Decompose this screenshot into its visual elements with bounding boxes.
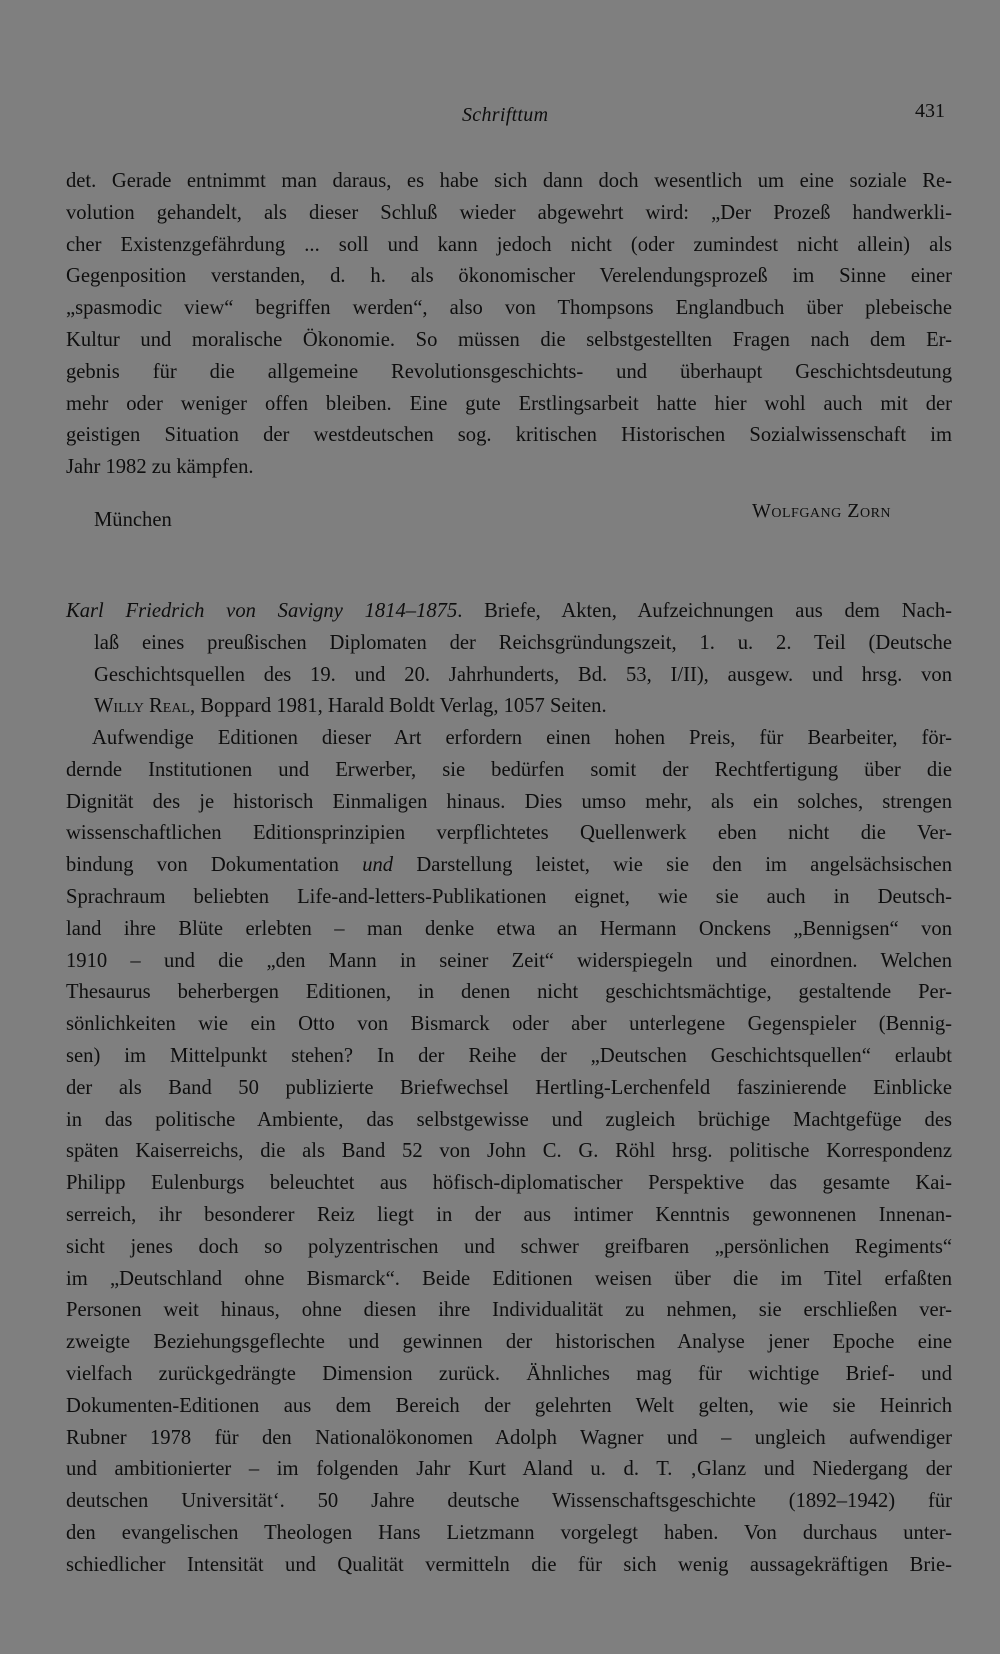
text-line: deutschen Universität‘. 50 Jahre deutsche Wissenschaftsgeschichte (1892–1942) für bbox=[66, 1490, 952, 1513]
text-line: den evangelischen Theologen Hans Lietzmann vorgelegt haben. Von durchaus unter- bbox=[66, 1521, 952, 1544]
text-line: volution gehandelt, als dieser Schluß wieder abgewehrt wird: „Der Prozeß handwerkli- bbox=[66, 201, 952, 224]
text-line-with-emphasis bbox=[66, 850, 952, 882]
text-line: mehr oder weniger offen bleiben. Eine gute Erstlingsarbeit hatte hier wohl auch mit der bbox=[66, 392, 952, 415]
text-line: Personen weit hinaus, ohne diesen ihre Individualität zu nehmen, sie erschließen ver- bbox=[66, 1299, 952, 1322]
text-line: Dignität des je historisch Einmaligen hinaus. Dies umso mehr, als ein solches, strengen bbox=[66, 790, 952, 813]
text-line: Geschichtsquellen des 19. und 20. Jahrhunderts, Bd. 53, I/II), ausgew. und hrsg. von bbox=[94, 663, 952, 686]
text-line: „spasmodic view“ begriffen werden“, also von Thompsons Englandbuch über plebeische bbox=[66, 297, 952, 320]
text-line: der als Band 50 publizierte Briefwechsel Hertling-Lerchenfeld faszinierende Einblicke bbox=[66, 1076, 952, 1099]
reviewer-place: München bbox=[94, 509, 172, 531]
text-line: Kultur und moralische Ökonomie. So müssen die selbstgestellten Fragen nach dem Er- bbox=[66, 328, 952, 351]
text-line: und ambitionierter – im folgenden Jahr Kurt Aland u. d. T. ‚Glanz und Niedergang der bbox=[66, 1458, 952, 1481]
reviewer-name: Wolfgang Zorn bbox=[752, 500, 892, 522]
bibliographic-entry bbox=[66, 596, 952, 723]
text-line: 1910 – und die „den Mann in seiner Zeit“ widerspiegeln und einordnen. Welchen bbox=[66, 949, 952, 972]
text-line: dernde Institutionen und Erwerber, sie bedürfen somit der Rechtfertigung über die bbox=[66, 758, 952, 781]
page-number: 431 bbox=[915, 100, 945, 122]
text-line: in das politische Ambiente, das selbstgewisse und zugleich brüchige Machtgefüge des bbox=[66, 1108, 952, 1131]
text-line: cher Existenzgefährdung ... soll und kann jedoch nicht (oder zumindest nicht allein) als bbox=[66, 233, 952, 256]
biblio-title-line bbox=[66, 596, 952, 628]
text-line: Gegenposition verstanden, d. h. als ökonomischer Verelendungsprozeß im Sinne einer bbox=[66, 265, 952, 288]
review-body bbox=[66, 723, 952, 1582]
text-line: Rubner 1978 für den Nationalökonomen Adolph Wagner und – ungleich aufwendiger bbox=[66, 1426, 952, 1449]
text-line: geistigen Situation der westdeutschen sog. kritischen Historischen Sozialwissenschaft im bbox=[66, 424, 952, 447]
editor-name: Willy Real bbox=[94, 695, 191, 718]
text-line: schiedlicher Intensität und Qualität vermitteln die für sich wenig aussagekräftigen Brie- bbox=[66, 1553, 952, 1576]
text-line: wissenschaftlichen Editionsprinzipien verpflichtetes Quellenwerk eben nicht die Ver- bbox=[66, 822, 952, 845]
text-line: im „Deutschland ohne Bismarck“. Beide Editionen weisen über die im Titel erfaßten bbox=[66, 1267, 952, 1290]
text-line: serreich, ihr besonderer Reiz liegt in der aus intimer Kenntnis gewonnenen Innenan- bbox=[66, 1203, 952, 1226]
book-title-rest: . Briefe, Akten, Aufzeichnungen aus dem Nach- bbox=[457, 600, 953, 622]
emphasis-und: und bbox=[362, 854, 394, 877]
text-line: zweigte Beziehungsgeflechte und gewinnen der historischen Analyse jener Epoche eine bbox=[66, 1331, 952, 1354]
book-title: Karl Friedrich von Savigny 1814–1875 bbox=[66, 600, 458, 622]
text-line: späten Kaiserreichs, die als Band 52 von John C. G. Röhl hrsg. politische Korrespondenz bbox=[66, 1140, 952, 1163]
running-title: Schrifttum bbox=[462, 104, 549, 126]
text-line: Sprachraum beliebten Life-and-letters-Publikationen eignet, wie sie auch in Deutsch- bbox=[66, 885, 952, 908]
biblio-editor-line bbox=[66, 691, 952, 723]
text-line: gebnis für die allgemeine Revolutionsgeschichts- und überhaupt Geschichtsdeutung bbox=[66, 360, 952, 383]
text-line: Dokumenten-Editionen aus dem Bereich der gelehrten Welt gelten, wie sie Heinrich bbox=[66, 1394, 952, 1417]
text-line: Thesaurus beherbergen Editionen, in denen nicht geschichtsmächtige, gestaltende Per- bbox=[66, 981, 952, 1004]
text-line: sönlichkeiten wie ein Otto von Bismarck oder aber unterlegene Gegenspieler (Bennig- bbox=[66, 1013, 952, 1036]
text-line: sicht jenes doch so polyzentrischen und schwer greifbaren „persönlichen Regiments“ bbox=[66, 1235, 952, 1258]
text-segment: bindung von Dokumentation bbox=[66, 854, 363, 877]
previous-review-text bbox=[66, 166, 952, 484]
text-line: Aufwendige Editionen dieser Art erfordern einen hohen Preis, für Bearbeiter, för- bbox=[92, 727, 952, 749]
text-line: vielfach zurückgedrängte Dimension zurück. Ähnliches mag für wichtige Brief- und bbox=[66, 1362, 952, 1385]
text-line: Jahr 1982 zu kämpfen. bbox=[66, 456, 254, 479]
text-line: Philipp Eulenburgs beleuchtet aus höfisch-diplomatischer Perspektive das gesamte Kai- bbox=[66, 1172, 952, 1195]
publisher-info: , Boppard 1981, Harald Boldt Verlag, 1057 Seiten. bbox=[190, 695, 607, 718]
text-line: sen) im Mittelpunkt stehen? In der Reihe der „Deutschen Geschichtsquellen“ erlaubt bbox=[66, 1044, 952, 1067]
text-line: det. Gerade entnimmt man daraus, es habe sich dann doch wesentlich um eine soziale Re- bbox=[66, 170, 952, 192]
text-segment: Darstellung leistet, wie sie den im angelsächsischen bbox=[393, 854, 952, 877]
text-line: laß eines preußischen Diplomaten der Reichsgründungszeit, 1. u. 2. Teil (Deutsche bbox=[94, 631, 952, 654]
text-line: land ihre Blüte erlebten – man denke etwa an Hermann Onckens „Bennigsen“ von bbox=[66, 917, 952, 940]
